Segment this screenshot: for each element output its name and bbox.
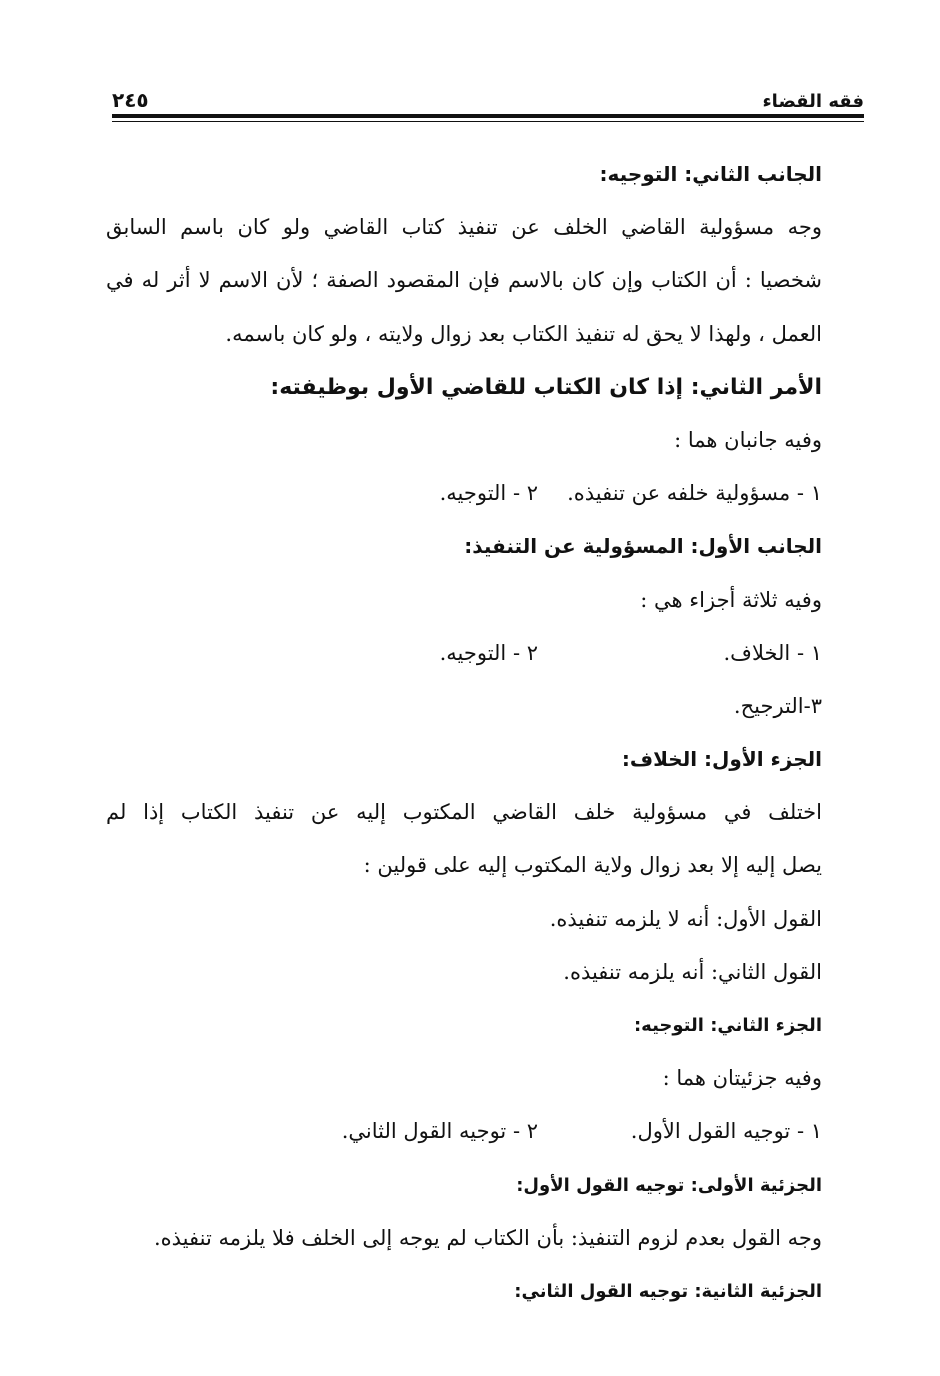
list-item: ٣-الترجيح.	[733, 693, 822, 718]
section-heading: الجانب الثاني: التوجيه:	[599, 162, 822, 186]
paragraph-line: وفيه جانبان هما :	[674, 427, 822, 452]
section-heading: الجزئية الأولى: توجيه القول الأول:	[516, 1174, 822, 1196]
section-heading: الجزء الأول: الخلاف:	[621, 747, 822, 772]
section-heading: الجزئية الثانية: توجيه القول الثاني:	[514, 1280, 822, 1302]
paragraph-line: اختلف في مسؤولية خلف القاضي المكتوب إليه عن تنفيذ الكتاب إذا لم	[106, 800, 822, 825]
paragraph-line: القول الأول: أنه لا يلزمه تنفيذه.	[549, 906, 822, 931]
paragraph-line: وجه القول بعدم لزوم التنفيذ: بأن الكتاب لم يوجه إلى الخلف فلا يلزمه تنفيذه.	[153, 1225, 822, 1250]
numbered-list-row	[106, 627, 822, 680]
paragraph-line: وفيه ثلاثة أجزاء هي :	[640, 587, 822, 612]
list-item: ١ - مسؤولية خلفه عن تنفيذه.	[567, 481, 822, 506]
list-item: ٢ - التوجيه.	[439, 481, 538, 506]
paragraph-line: يصل إليه إلا بعد زوال ولاية المكتوب إليه على قولين :	[363, 853, 822, 878]
paragraph-line: القول الثاني: أنه يلزمه تنفيذه.	[563, 959, 822, 984]
section-heading: الأمر الثاني: إذا كان الكتاب للقاضي الأول بوظيفته:	[270, 374, 822, 400]
numbered-list-row	[106, 1105, 822, 1158]
list-item: ٢ - توجيه القول الثاني.	[341, 1119, 538, 1144]
paragraph-line: شخصيا : أن الكتاب وإن كان بالاسم فإن المقصود الصفة ؛ لأن الاسم لا أثر له في	[106, 268, 822, 293]
section-heading: الجزء الثاني: التوجيه:	[633, 1015, 822, 1036]
paragraph-line: العمل ، ولهذا لا يحق له تنفيذ الكتاب بعد زوال ولايته ، ولو كان باسمه.	[225, 321, 822, 346]
list-item: ١ - الخلاف.	[723, 640, 822, 665]
header-rule-thin	[112, 121, 864, 122]
section-heading: الجانب الأول: المسؤولية عن التنفيذ:	[464, 534, 822, 559]
running-title: فقه القضاء	[762, 91, 864, 112]
numbered-list-row	[106, 467, 822, 520]
list-item: ٢ - التوجيه.	[439, 640, 538, 665]
header-rule-thick	[112, 114, 864, 118]
page-header	[112, 78, 864, 112]
list-item: ١ - توجيه القول الأول.	[630, 1119, 822, 1144]
paragraph-line: وجه مسؤولية القاضي الخلف عن تنفيذ كتاب القاضي ولو كان باسم السابق	[106, 215, 822, 240]
body-text	[106, 148, 822, 1318]
paragraph-line: وفيه جزئيتان هما :	[662, 1066, 822, 1091]
page-number: ٢٤٥	[112, 88, 149, 112]
